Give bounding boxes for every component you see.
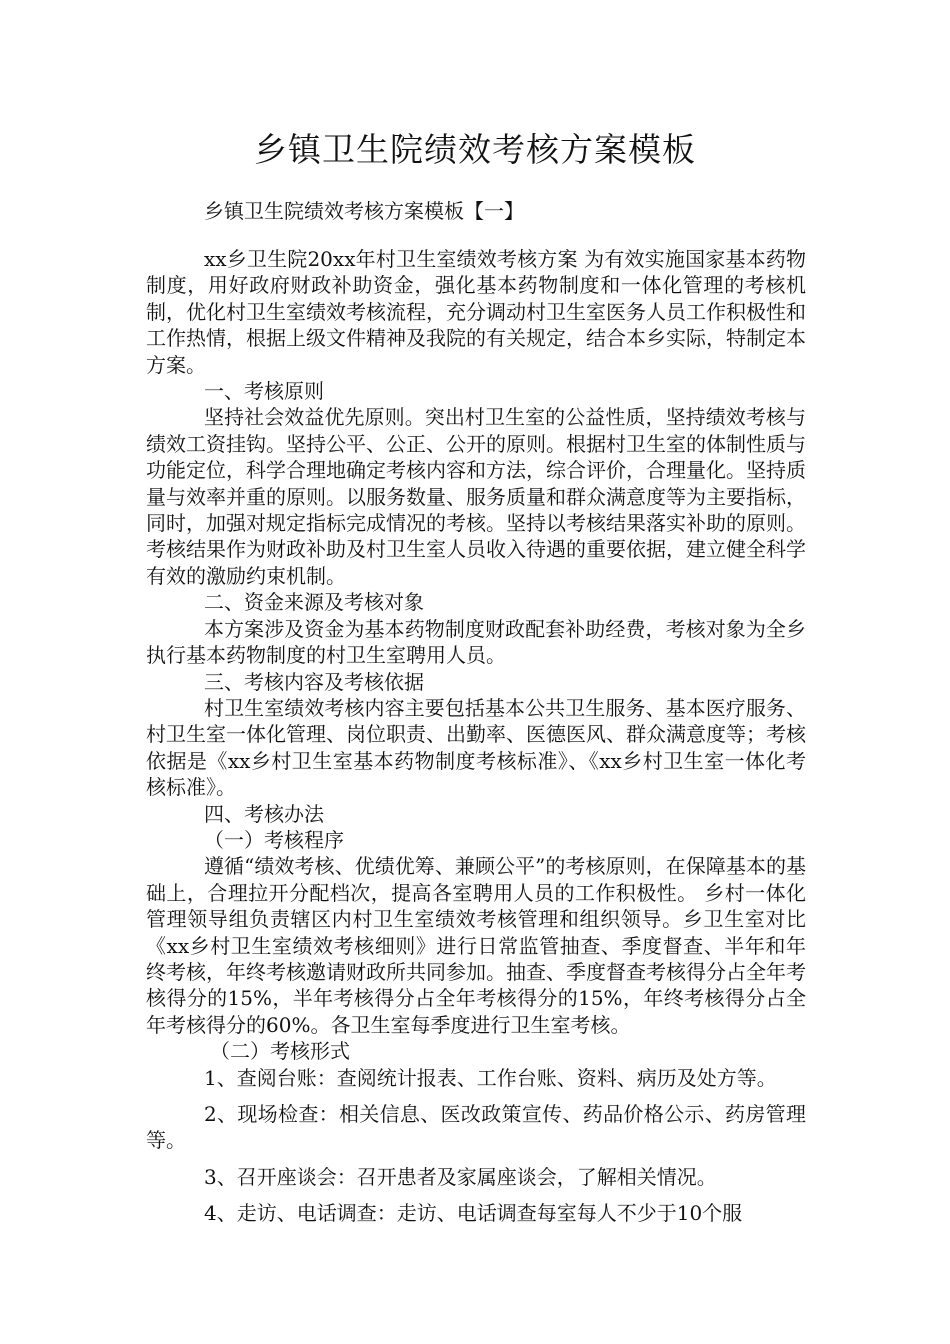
paragraph-principles: 坚持社会效益优先原则。突出村卫生室的公益性质，坚持绩效考核与绩效工资挂钩。坚持公平、公正、公开的原则。根据村卫生室的体制性质与功能定位，科学合理地确定考核内容和方法，综合评价，合理量化。坚持质量与效率并重的原则。以服务数量、服务质量和群众满意度等为主要指标，同时，加强对规定指标完成情况的考核。坚持以考核结果落实补助的原则。考核结果作为财政补助及村卫生室人员收入待遇的重要依据，建立健全科学有效的激励约束机制。 [146, 405, 806, 588]
list-item-meeting: 3、召开座谈会：召开患者及家属座谈会，了解相关情况。 [204, 1164, 717, 1189]
list-item-visit: 4、走访、电话调查：走访、电话调查每室每人不少于10个服 [204, 1201, 743, 1226]
document-body [146, 246, 806, 1227]
subheading-forms: （二）考核形式 [210, 1039, 350, 1064]
paragraph-content: 村卫生室绩效考核内容主要包括基本公共卫生服务、基本医疗服务、村卫生室一体化管理、岗位职责、出勤率、医德医风、群众满意度等；考核依据是《xx乡村卫生室基本药物制度考核标准》、《xx乡村卫生室一体化考核标准》。 [146, 695, 806, 800]
paragraph-funding: 本方案涉及资金为基本药物制度财政配套补助经费，考核对象为全乡执行基本药物制度的村卫生室聘用人员。 [146, 616, 806, 668]
heading-principles: 一、考核原则 [204, 379, 324, 404]
document-title: 乡镇卫生院绩效考核方案模板 [254, 130, 696, 169]
heading-content: 三、考核内容及考核依据 [204, 669, 424, 694]
paragraph-procedure: 遵循“绩效考核、优绩优筹、兼顾公平”的考核原则，在保障基本的基础上，合理拉开分配档次，提高各室聘用人员的工作积极性。 乡村一体化管理领导组负责辖区内村卫生室绩效考核管理和组织领导。乡卫生室对比《xx乡村卫生室绩效考核细则》进行日常监管抽查、季度督查、半年和年终考核，年终考核邀请财政所共同参加。抽查、季度督查考核得分占全年考核得分的15%，半年考核得分占全年考核得分的15%，年终考核得分占全年考核得分的60%。各卫生室每季度进行卫生室考核。 [146, 854, 806, 1037]
heading-funding: 二、资金来源及考核对象 [204, 590, 424, 615]
list-item-onsite: 2、现场检查：相关信息、医改政策宣传、药品价格公示、药房管理等。 [146, 1102, 806, 1153]
list-item-ledger: 1、查阅台账：查阅统计报表、工作台账、资料、病历及处方等。 [204, 1065, 777, 1090]
paragraph-intro: xx乡卫生院20xx年村卫生室绩效考核方案 为有效实施国家基本药物制度，用好政府财政补助资金，强化基本药物制度和一体化管理的考核机制，优化村卫生室绩效考核流程，充分调动村卫生室医务人员工作积极性和工作热情，根据上级文件精神及我院的有关规定，结合本乡实际，特制定本方案。 [146, 247, 806, 377]
document-subtitle: 乡镇卫生院绩效考核方案模板【一】 [204, 199, 524, 223]
heading-methods: 四、考核办法 [204, 801, 324, 826]
subheading-procedure: （一）考核程序 [204, 827, 344, 852]
